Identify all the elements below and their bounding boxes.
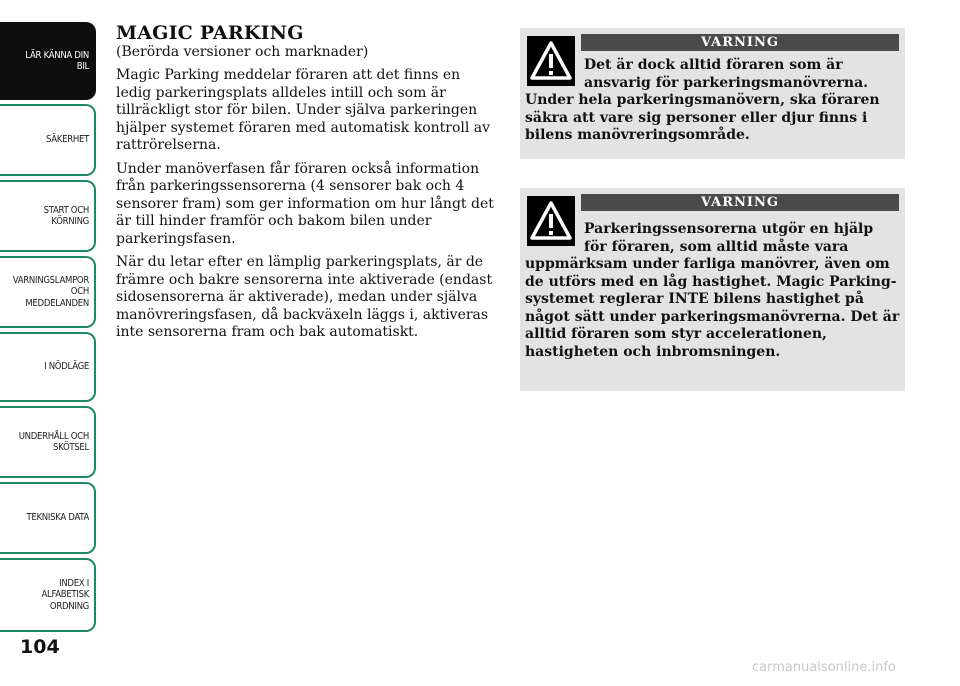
paragraph: Under manöverfasen får föraren också information från parkeringssensorerna (4 sensorer bak och 4 sensorer fram) som ger information om hur långt det är till hinder framför och bakom bilen under parkeringsfasen. bbox=[116, 160, 494, 247]
tab-label: LÄR KÄNNA DIN BIL bbox=[25, 49, 89, 72]
tab-label: START OCH KÖRNING bbox=[43, 204, 89, 227]
paragraph: När du letar efter en lämplig parkeringsplats, är de främre och bakre sensorerna inte aktiverade (endast sidosensorerna är aktiverade), medan under själva manövreringsfasen, då backväxeln läggs i, aktiveras inte sensorerna fram och bak automatiskt. bbox=[116, 254, 493, 340]
warning-body: uppmärksam under farliga manövrer, även om de utförs med en låg hastighet. Magic Parking-systemet reglerar INTE bilens hastighet på något sätt under parkeringsmanövrerna. Det är alltid föraren som styr accelerationen, hastigheten och inbromsningen. bbox=[525, 256, 900, 360]
tab-lar-kanna-din-bil[interactable] bbox=[0, 22, 96, 100]
tab-tekniska-data[interactable] bbox=[0, 482, 96, 554]
warning-triangle-icon bbox=[527, 196, 575, 246]
warning-lead: Parkeringssensorerna utgör en hjälp för föraren, som alltid måste vara bbox=[584, 221, 874, 255]
tab-label: SÄKERHET bbox=[45, 134, 89, 146]
tab-label: TEKNISKA DATA bbox=[26, 512, 89, 524]
tab-label: I NÖDLÄGE bbox=[44, 361, 89, 373]
warning-text bbox=[520, 188, 905, 361]
tab-i-nodlage[interactable] bbox=[0, 332, 96, 402]
watermark: carmanualsonline.info bbox=[752, 660, 896, 675]
paragraph: Magic Parking meddelar föraren att det finns en ledig parkeringsplats alldeles intill och som är tillräckligt stor för bilen. Under själva parkeringen hjälper systemet föraren med automatisk kontroll av rattrörelserna. bbox=[116, 67, 491, 153]
tab-label: UNDERHÅLL OCH SKÖTSEL bbox=[18, 430, 89, 453]
page-number: 104 bbox=[20, 636, 60, 658]
warning-box bbox=[520, 28, 905, 159]
chapter-tabs bbox=[0, 0, 100, 640]
tab-index[interactable] bbox=[0, 558, 96, 632]
tab-sakerhet[interactable] bbox=[0, 104, 96, 176]
warning-triangle-icon bbox=[527, 36, 575, 86]
tab-label: INDEX I ALFABETISK ORDNING bbox=[41, 577, 89, 612]
warning-heading: VARNING bbox=[581, 34, 899, 51]
warning-box bbox=[520, 188, 905, 391]
tab-start-och-korning[interactable] bbox=[0, 180, 96, 252]
section-subtitle: (Berörda versioner och marknader) bbox=[116, 44, 369, 60]
warning-body: Under hela parkeringsmanövern, ska föraren säkra att vare sig personer eller djur finns i bilens manövreringsområde. bbox=[525, 92, 880, 143]
tab-label: VARNINGSLAMPOR OCH MEDDELANDEN bbox=[12, 274, 89, 309]
tab-underhall-och-skotsel[interactable] bbox=[0, 406, 96, 478]
warning-lead: Det är dock alltid föraren som är ansvarig för parkeringsmanövrerna. bbox=[584, 57, 869, 91]
tab-varningslampor[interactable] bbox=[0, 256, 96, 328]
warning-heading: VARNING bbox=[581, 194, 899, 211]
main-content bbox=[116, 22, 496, 348]
section-title: MAGIC PARKING bbox=[116, 22, 304, 44]
